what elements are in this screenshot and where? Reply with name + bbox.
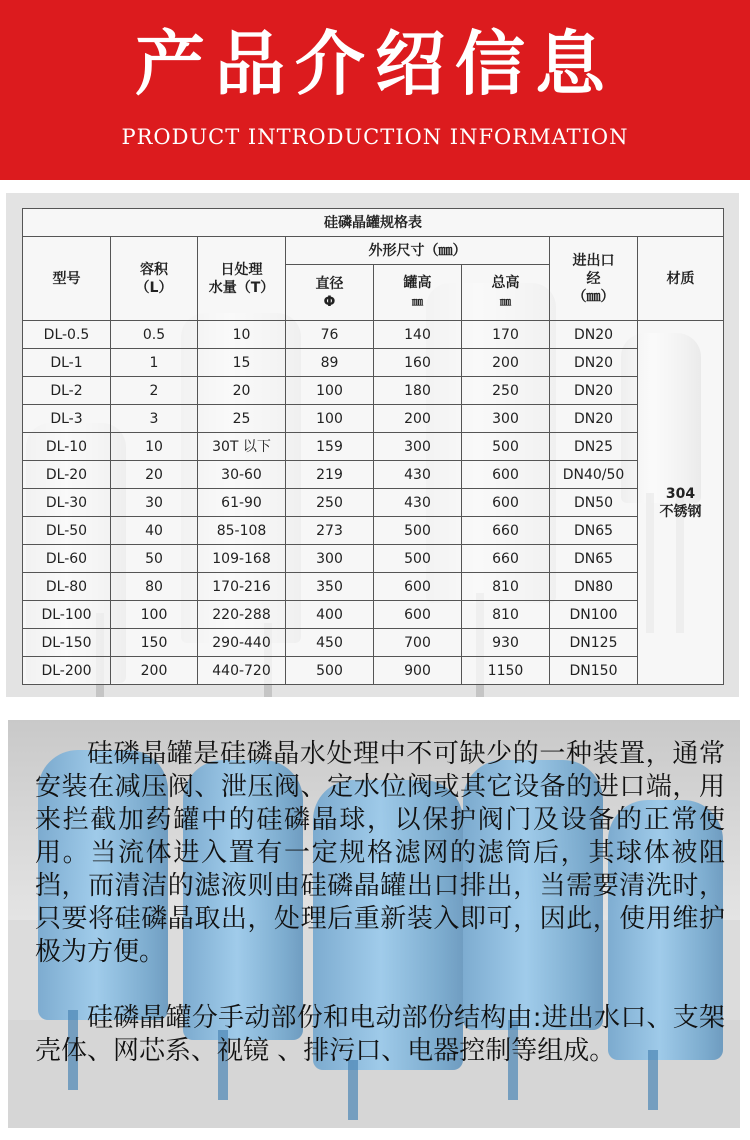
cell-tank-height: 900 [374,657,462,685]
cell-model: DL-50 [23,517,111,545]
header-model: 型号 [23,237,111,321]
cell-total-height: 300 [462,405,550,433]
table-row [23,545,724,573]
cell-daily: 30T 以下 [198,433,286,461]
cell-port: DN50 [550,489,638,517]
cell-model: DL-2 [23,377,111,405]
cell-total-height: 500 [462,433,550,461]
table-row [23,461,724,489]
table-row [23,573,724,601]
cell-model: DL-60 [23,545,111,573]
cell-total-height: 1150 [462,657,550,685]
cell-daily: 20 [198,377,286,405]
cell-total-height: 660 [462,545,550,573]
description-paragraph-2: 硅磷晶罐分手动部份和电动部份结构由:进出水口、支架壳体、网芯系、视镜 、排污口、电器控制等组成。 [35,1003,725,1066]
cell-port: DN125 [550,629,638,657]
cell-diameter: 100 [286,405,374,433]
cell-daily: 30-60 [198,461,286,489]
table-row [23,629,724,657]
cell-volume: 80 [111,573,198,601]
description-paragraph-1: 硅磷晶罐是硅磷晶水处理中不可缺少的一种装置，通常安装在减压阀、泄压阀、定水位阀或其它设备的进口端，用来拦截加药罐中的硅磷晶球，以保护阀门及设备的正常使用。当流体进入置有一定规格滤网的滤筒后，其球体被阻挡，而清洁的滤液则由硅磷晶罐出口排出，当需要清洗时，只要将硅磷晶取出，处理后重新装入即可，因此，使用维护极为方便。 [35,739,725,967]
cell-volume: 150 [111,629,198,657]
table-row [23,405,724,433]
spec-table [22,208,724,685]
cell-tank-height: 700 [374,629,462,657]
cell-diameter: 250 [286,489,374,517]
cell-volume: 2 [111,377,198,405]
cell-daily: 25 [198,405,286,433]
table-row [23,601,724,629]
header-total-height: 总高 ㎜ [462,265,550,321]
header-tank-height: 罐高 ㎜ [374,265,462,321]
cell-volume: 50 [111,545,198,573]
cell-daily: 10 [198,321,286,349]
header-material: 材质 [638,237,724,321]
cell-port: DN65 [550,517,638,545]
cell-material: 304 不锈钢 [638,321,724,685]
cell-tank-height: 500 [374,517,462,545]
table-caption: 硅磷晶罐规格表 [23,209,724,237]
cell-diameter: 76 [286,321,374,349]
cell-volume: 1 [111,349,198,377]
cell-tank-height: 430 [374,489,462,517]
cell-diameter: 300 [286,545,374,573]
cell-total-height: 810 [462,601,550,629]
cell-tank-height: 180 [374,377,462,405]
header-volume: 容积 （L） [111,237,198,321]
table-row [23,433,724,461]
cell-model: DL-1 [23,349,111,377]
cell-diameter: 500 [286,657,374,685]
cell-daily: 61-90 [198,489,286,517]
cell-volume: 40 [111,517,198,545]
cell-tank-height: 430 [374,461,462,489]
cell-total-height: 930 [462,629,550,657]
cell-diameter: 450 [286,629,374,657]
cell-port: DN20 [550,349,638,377]
cell-model: DL-0.5 [23,321,111,349]
cell-daily: 170-216 [198,573,286,601]
cell-tank-height: 300 [374,433,462,461]
cell-volume: 100 [111,601,198,629]
cell-diameter: 273 [286,517,374,545]
cell-total-height: 600 [462,489,550,517]
header-port-diameter: 进出口 经 （㎜） [550,237,638,321]
cell-model: DL-200 [23,657,111,685]
cell-tank-height: 160 [374,349,462,377]
cell-port: DN20 [550,405,638,433]
cell-port: DN150 [550,657,638,685]
cell-tank-height: 140 [374,321,462,349]
cell-port: DN20 [550,377,638,405]
cell-diameter: 159 [286,433,374,461]
cell-total-height: 660 [462,517,550,545]
cell-model: DL-10 [23,433,111,461]
page-title: 产品介绍信息 [135,22,615,105]
cell-model: DL-20 [23,461,111,489]
cell-model: DL-80 [23,573,111,601]
cell-volume: 3 [111,405,198,433]
header-banner [0,0,750,180]
header-daily-capacity: 日处理 水量（T） [198,237,286,321]
page-subtitle: PRODUCT INTRODUCTION INFORMATION [121,125,629,149]
cell-model: DL-30 [23,489,111,517]
cell-tank-height: 200 [374,405,462,433]
cell-port: DN65 [550,545,638,573]
cell-daily: 220-288 [198,601,286,629]
header-dimensions: 外形尺寸（㎜） [286,237,550,265]
cell-daily: 440-720 [198,657,286,685]
cell-model: DL-3 [23,405,111,433]
cell-total-height: 250 [462,377,550,405]
cell-volume: 30 [111,489,198,517]
cell-port: DN100 [550,601,638,629]
description-text [35,738,725,1068]
table-row [23,377,724,405]
cell-diameter: 219 [286,461,374,489]
cell-port: DN80 [550,573,638,601]
cell-diameter: 400 [286,601,374,629]
cell-volume: 10 [111,433,198,461]
table-row [23,349,724,377]
table-row [23,321,724,349]
cell-daily: 15 [198,349,286,377]
cell-daily: 109-168 [198,545,286,573]
cell-total-height: 170 [462,321,550,349]
cell-tank-height: 600 [374,601,462,629]
cell-daily: 290-440 [198,629,286,657]
cell-total-height: 200 [462,349,550,377]
cell-diameter: 350 [286,573,374,601]
cell-port: DN25 [550,433,638,461]
background-tank-leg [348,1060,358,1120]
cell-volume: 200 [111,657,198,685]
cell-port: DN40/50 [550,461,638,489]
cell-tank-height: 500 [374,545,462,573]
cell-total-height: 600 [462,461,550,489]
cell-tank-height: 600 [374,573,462,601]
cell-port: DN20 [550,321,638,349]
cell-total-height: 810 [462,573,550,601]
table-row [23,517,724,545]
cell-daily: 85-108 [198,517,286,545]
cell-diameter: 100 [286,377,374,405]
cell-model: DL-150 [23,629,111,657]
cell-volume: 0.5 [111,321,198,349]
paragraph-spacer [35,969,725,1002]
header-diameter: 直径 Φ [286,265,374,321]
table-row [23,657,724,685]
table-row [23,489,724,517]
cell-model: DL-100 [23,601,111,629]
cell-diameter: 89 [286,349,374,377]
cell-volume: 20 [111,461,198,489]
